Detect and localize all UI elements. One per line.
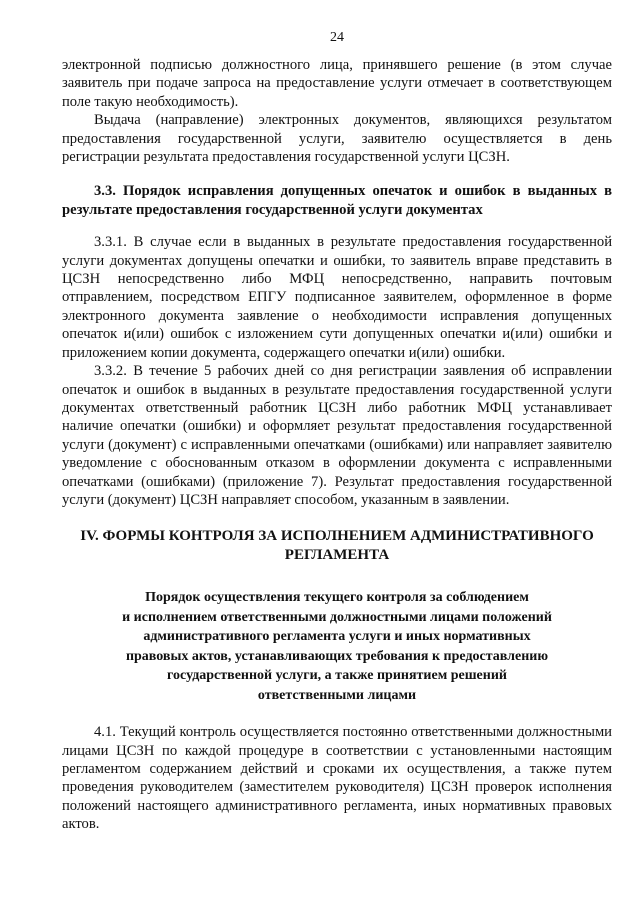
section-heading-3-3: 3.3. Порядок исправления допущенных опечаток и ошибок в выданных в результате предоставления государственной услуги документах — [62, 183, 612, 218]
subheading-line: административного регламента услуги и иных нормативных — [143, 629, 531, 645]
subheading-line: ответственными лицами — [257, 687, 417, 703]
paragraph-3-3-1: 3.3.1. В случае если в выданных в результате предоставления государственной услуги документах допущены опечатки и ошибки, то заявитель вправе представить в ЦСЗН непосредственно либо МФЦ непосредственно, направить почтовым отправлением, посредством ЕПГУ подписанное заявителем, оформленное в форме электронного документа заявление о необходимости исправления допущенных опечаток и(или) ошибок с изложением сути допущенных опечатки и(или) ошибки и приложением копии документа, содержащего опечатки и(или) ошибки. — [62, 234, 612, 361]
subheading-line: Порядок осуществления текущего контроля за соблюдением — [145, 590, 529, 606]
subheading-line: и исполнением ответственными должностными лицами положений — [122, 609, 552, 625]
paragraph-issuance: Выдача (направление) электронных документов, являющихся результатом предоставления государственной услуги, заявителю осуществляется в день регистрации результата предоставления государственной услуги ЦСЗН. — [62, 112, 612, 166]
chapter-title-line-2: РЕГЛАМЕНТА — [284, 546, 390, 563]
subheading-line: государственной услуги, а также принятием решений — [167, 668, 507, 684]
chapter-title — [62, 527, 612, 564]
page-number: 24 — [330, 30, 344, 45]
paragraph-3-3-2: 3.3.2. В течение 5 рабочих дней со дня регистрации заявления об исправлении опечаток и ошибок в выданных в результате предоставления государственной услуги документах ответственный работник ЦСЗН либо работник МФЦ устанавливает наличие опечатки (ошибки) и оформляет результат предоставления государственной услуги (документ) с исправленными опечатками (ошибками) или направляет заявителю уведомление с обоснованным отказом в оформлении документа с исправленными опечатками (ошибками) (приложение 7). Результат предоставления государственной услуги (документ) ЦСЗН направляет способом, указанным в заявлении. — [62, 363, 612, 508]
paragraph-continuation: электронной подписью должностного лица, принявшего решение (в этом случае заявитель при подаче запроса на предоставление услуги отмечает в соответствующем поле такую необходимость). — [62, 57, 612, 110]
subsection-heading — [62, 588, 612, 705]
chapter-title-line-1: IV. ФОРМЫ КОНТРОЛЯ ЗА ИСПОЛНЕНИЕМ АДМИНИСТРАТИВНОГО — [80, 528, 594, 545]
subheading-line: правовых актов, устанавливающих требования к предоставлению — [125, 648, 549, 664]
paragraph-4-1: 4.1. Текущий контроль осуществляется постоянно ответственными должностными лицами ЦСЗН по каждой процедуре в соответствии с установленными настоящим регламентом содержанием действий и сроками их осуществления, а также путем проведения руководителем (заместителем руководителя) ЦСЗН проверок исполнения положений настоящего административного регламента, иных нормативных правовых актов. — [62, 724, 612, 833]
